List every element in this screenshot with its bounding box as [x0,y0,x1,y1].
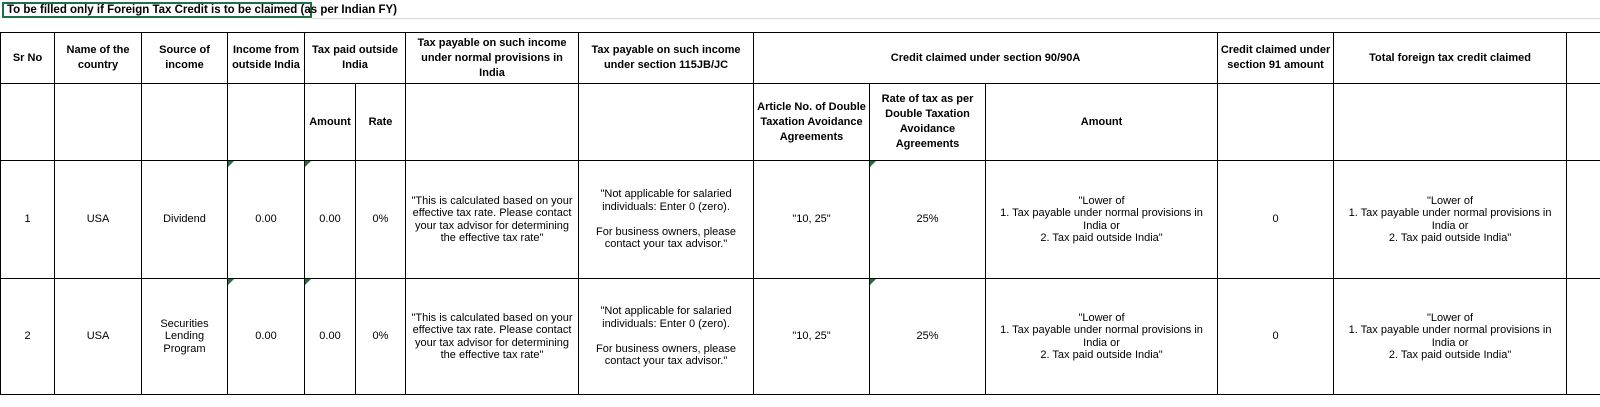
blank-cell[interactable] [1567,161,1600,279]
foreign-tax-credit-table [0,32,1600,395]
cell-total[interactable]: "Lower of 1. Tax payable under normal provisions in India or 2. Tax paid outside India" [1334,279,1567,395]
header-credit-90[interactable]: Credit claimed under section 90/90A [754,33,1218,84]
blank-cell[interactable] [1567,33,1600,84]
header-article-no[interactable]: Article No. of Double Taxation Avoidance Agreements [754,84,870,161]
header-row-1 [1,33,1600,84]
blank-cell[interactable] [55,84,142,161]
cell-total[interactable]: "Lower of 1. Tax payable under normal provisions in India or 2. Tax paid outside India" [1334,161,1567,279]
cell-sr[interactable]: 1 [1,161,55,279]
header-sr-no[interactable]: Sr No [1,33,55,84]
header-total[interactable]: Total foreign tax credit claimed [1334,33,1567,84]
header-credit-91[interactable]: Credit claimed under section 91 amount [1218,33,1334,84]
header-tax-paid-amount[interactable]: Amount [305,84,356,161]
header-tax-115[interactable]: Tax payable on such income under section 115JB/JC [579,33,754,84]
header-income[interactable]: Income from outside India [228,33,305,84]
blank-cell[interactable] [1567,84,1600,161]
table-row [1,279,1600,395]
cell-credit-amount[interactable]: "Lower of 1. Tax payable under normal provisions in India or 2. Tax paid outside India" [986,161,1218,279]
cell-country[interactable]: USA [55,161,142,279]
cell-rate[interactable]: 0% [356,279,406,395]
cell-rate[interactable]: 0% [356,161,406,279]
cell-tax-115[interactable]: "Not applicable for salaried individuals: Enter 0 (zero). For business owners, please contact your tax advisor." [579,161,754,279]
header-source[interactable]: Source of income [142,33,228,84]
banner-cell[interactable] [2,2,397,18]
header-row-2 [1,84,1600,161]
cell-sr[interactable]: 2 [1,279,55,395]
cell-credit-91[interactable]: 0 [1218,161,1334,279]
cell-rate-dtaa[interactable]: 25% [870,161,986,279]
header-tax-paid-rate[interactable]: Rate [356,84,406,161]
cell-income[interactable]: 0.00 [228,161,305,279]
cell-tax-115[interactable]: "Not applicable for salaried individuals: Enter 0 (zero). For business owners, please contact your tax advisor." [579,279,754,395]
cell-source[interactable]: Securities Lending Program [142,279,228,395]
cell-amount[interactable]: 0.00 [305,279,356,395]
header-credit-amount[interactable]: Amount [986,84,1218,161]
blank-cell[interactable] [1334,84,1567,161]
blank-cell[interactable] [142,84,228,161]
header-tax-paid[interactable]: Tax paid outside India [305,33,406,84]
cell-credit-amount[interactable]: "Lower of 1. Tax payable under normal provisions in India or 2. Tax paid outside India" [986,279,1218,395]
banner-title: To be filled only if Foreign Tax Credit is to be claimed [7,4,298,16]
blank-cell[interactable] [1567,279,1600,395]
cell-article[interactable]: "10, 25" [754,279,870,395]
row-1-rest [312,2,1600,19]
table-row [1,161,1600,279]
header-tax-normal[interactable]: Tax payable on such income under normal provisions in India [406,33,579,84]
cell-article[interactable]: "10, 25" [754,161,870,279]
blank-cell[interactable] [1218,84,1334,161]
banner-suffix: (as per Indian FY) [297,4,397,16]
blank-cell[interactable] [406,84,579,161]
header-country[interactable]: Name of the country [55,33,142,84]
blank-cell[interactable] [579,84,754,161]
cell-amount[interactable]: 0.00 [305,161,356,279]
cell-tax-normal[interactable]: "This is calculated based on your effective tax rate. Please contact your tax advisor for determining the effective tax rate" [406,279,579,395]
blank-cell[interactable] [228,84,305,161]
cell-country[interactable]: USA [55,279,142,395]
blank-cell[interactable] [1,84,55,161]
cell-source[interactable]: Dividend [142,161,228,279]
cell-income[interactable]: 0.00 [228,279,305,395]
cell-rate-dtaa[interactable]: 25% [870,279,986,395]
cell-credit-91[interactable]: 0 [1218,279,1334,395]
header-rate-dtaa[interactable]: Rate of tax as per Double Taxation Avoidance Agreements [870,84,986,161]
empty-row [0,18,1600,33]
cell-tax-normal[interactable]: "This is calculated based on your effective tax rate. Please contact your tax advisor for determining the effective tax rate" [406,161,579,279]
